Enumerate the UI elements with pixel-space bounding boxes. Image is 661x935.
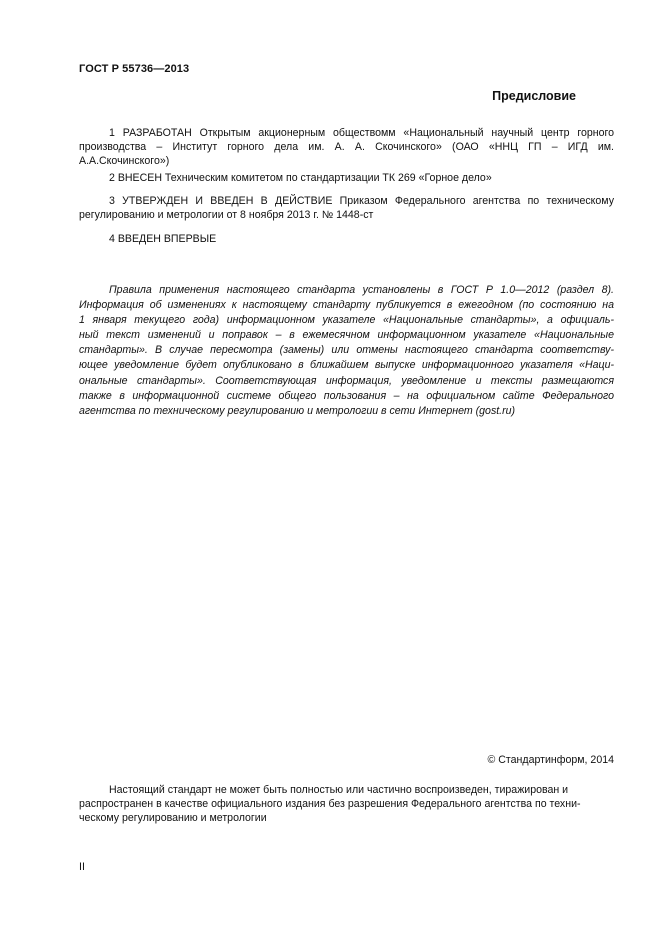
text-line: распространен в качестве официального издания без разрешения Федерального агентства по техни- <box>79 798 581 810</box>
text-line: Настоящий стандарт не может быть полностью или частично воспроизведен, тиражирован и <box>109 784 569 796</box>
text-line: стандарты». В случае пересмотра (замены) или отмены настоящего стандарта соответству- <box>79 344 614 357</box>
reproduction-notice <box>79 783 614 825</box>
info-notice <box>79 283 614 419</box>
text-line: 2 ВНЕСЕН Техническим комитетом по стандартизации ТК 269 «Горное дело» <box>109 172 492 184</box>
preface-title-wrap <box>79 89 613 103</box>
preface-item-3 <box>79 194 614 222</box>
text-line: ональные стандарты». Соответствующая информация, уведомление и тексты размещаются <box>79 374 614 387</box>
text-line: Правила применения настоящего стандарта установлены в ГОСТ Р 1.0—2012 (раздел 8). <box>109 284 614 296</box>
text-line: 1 января текущего года) информационном указателе «Национальные стандарты», а официаль- <box>79 314 614 327</box>
preface-item-4 <box>79 232 614 246</box>
text-line: 1 РАЗРАБОТАН Открытым акционерным обществомм «Национальный научный центр горного <box>109 127 614 139</box>
page-number: II <box>79 861 85 873</box>
standard-code: ГОСТ Р 55736—2013 <box>79 63 190 75</box>
text-line: А.А.Скочинского») <box>79 155 170 167</box>
preface-item-2 <box>79 171 614 185</box>
copyright: © Стандартинформ, 2014 <box>487 754 614 766</box>
text-line: 4 ВВЕДЕН ВПЕРВЫЕ <box>109 233 217 245</box>
text-line: производства – Институт горного дела им. А. А. Скочинского» (ОАО «ННЦ ГП – ИГД им. <box>79 141 614 153</box>
text-line: ющее уведомление будет опубликовано в ближайшем выпуске информационного указателя «Наци- <box>79 359 614 372</box>
text-line: Информация об изменениях к настоящему стандарту публикуется в ежегодном (по состоянию на <box>79 299 614 312</box>
text-line: 3 УТВЕРЖДЕН И ВВЕДЕН В ДЕЙСТВИЕ Приказом Федерального агентства по техническому <box>109 195 614 207</box>
text-line: ческому регулированию и метрологии <box>79 812 267 824</box>
preface-title: Предисловие <box>492 89 576 103</box>
text-line: регулированию и метрологии от 8 ноября 2013 г. № 1448-ст <box>79 209 374 221</box>
preface-item-1 <box>79 126 614 168</box>
text-line: также в информационной системе общего пользования – на официальном сайте Федерального <box>79 389 614 402</box>
text-line: ный текст изменений и поправок – в ежемесячном информационном указателе «Национальные <box>79 329 614 342</box>
text-line: агентства по техническому регулированию и метрологии в сети Интернет (gost.ru) <box>79 404 516 417</box>
